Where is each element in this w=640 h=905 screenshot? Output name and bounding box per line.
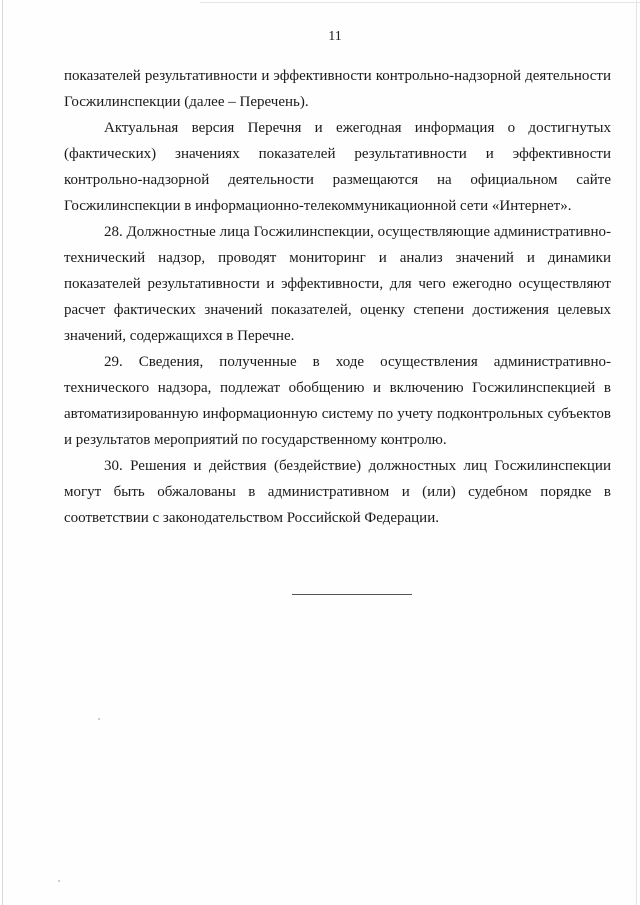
scan-speck	[98, 718, 100, 720]
paragraph-current-version: Актуальная версия Перечня и ежегодная информация о достигнутых (фактических) значениях показателей результативности и эффективности контрольно-надзорной деятельности размещаются на официальном сайте Госжилинспекции в информационно-телекоммуникационной сети «Интернет».	[64, 120, 611, 214]
paragraph-continuation: показателей результативности и эффективности контрольно-надзорной деятельности Госжилинспекции (далее – Перечень).	[64, 68, 611, 110]
scan-speck	[58, 880, 60, 882]
paragraph-29: 29. Сведения, полученные в ходе осуществления административно-технического надзора, подлежат обобщению и включению Госжилинспекцией в автоматизированную информационную систему по учету подконтрольных субъектов и результатов мероприятий по государственному контролю.	[64, 354, 611, 448]
scan-edge-left	[2, 0, 3, 905]
document-body	[64, 63, 611, 531]
paragraph-28: 28. Должностные лица Госжилинспекции, осуществляющие административно-технический надзор, проводят мониторинг и анализ значений и динамики показателей результативности и эффективности, для чего ежегодно осуществляют расчет фактических значений показателей, оценку степени достижения целевых значений, содержащихся в Перечне.	[64, 224, 611, 344]
scan-edge-right	[636, 0, 637, 905]
paragraph-30: 30. Решения и действия (бездействие) должностных лиц Госжилинспекции могут быть обжалованы в административном и (или) судебном порядке в соответствии с законодательством Российской Федерации.	[64, 458, 611, 526]
page-number: 11	[328, 29, 342, 44]
end-separator-line	[292, 594, 412, 595]
scan-edge-top	[200, 2, 640, 3]
